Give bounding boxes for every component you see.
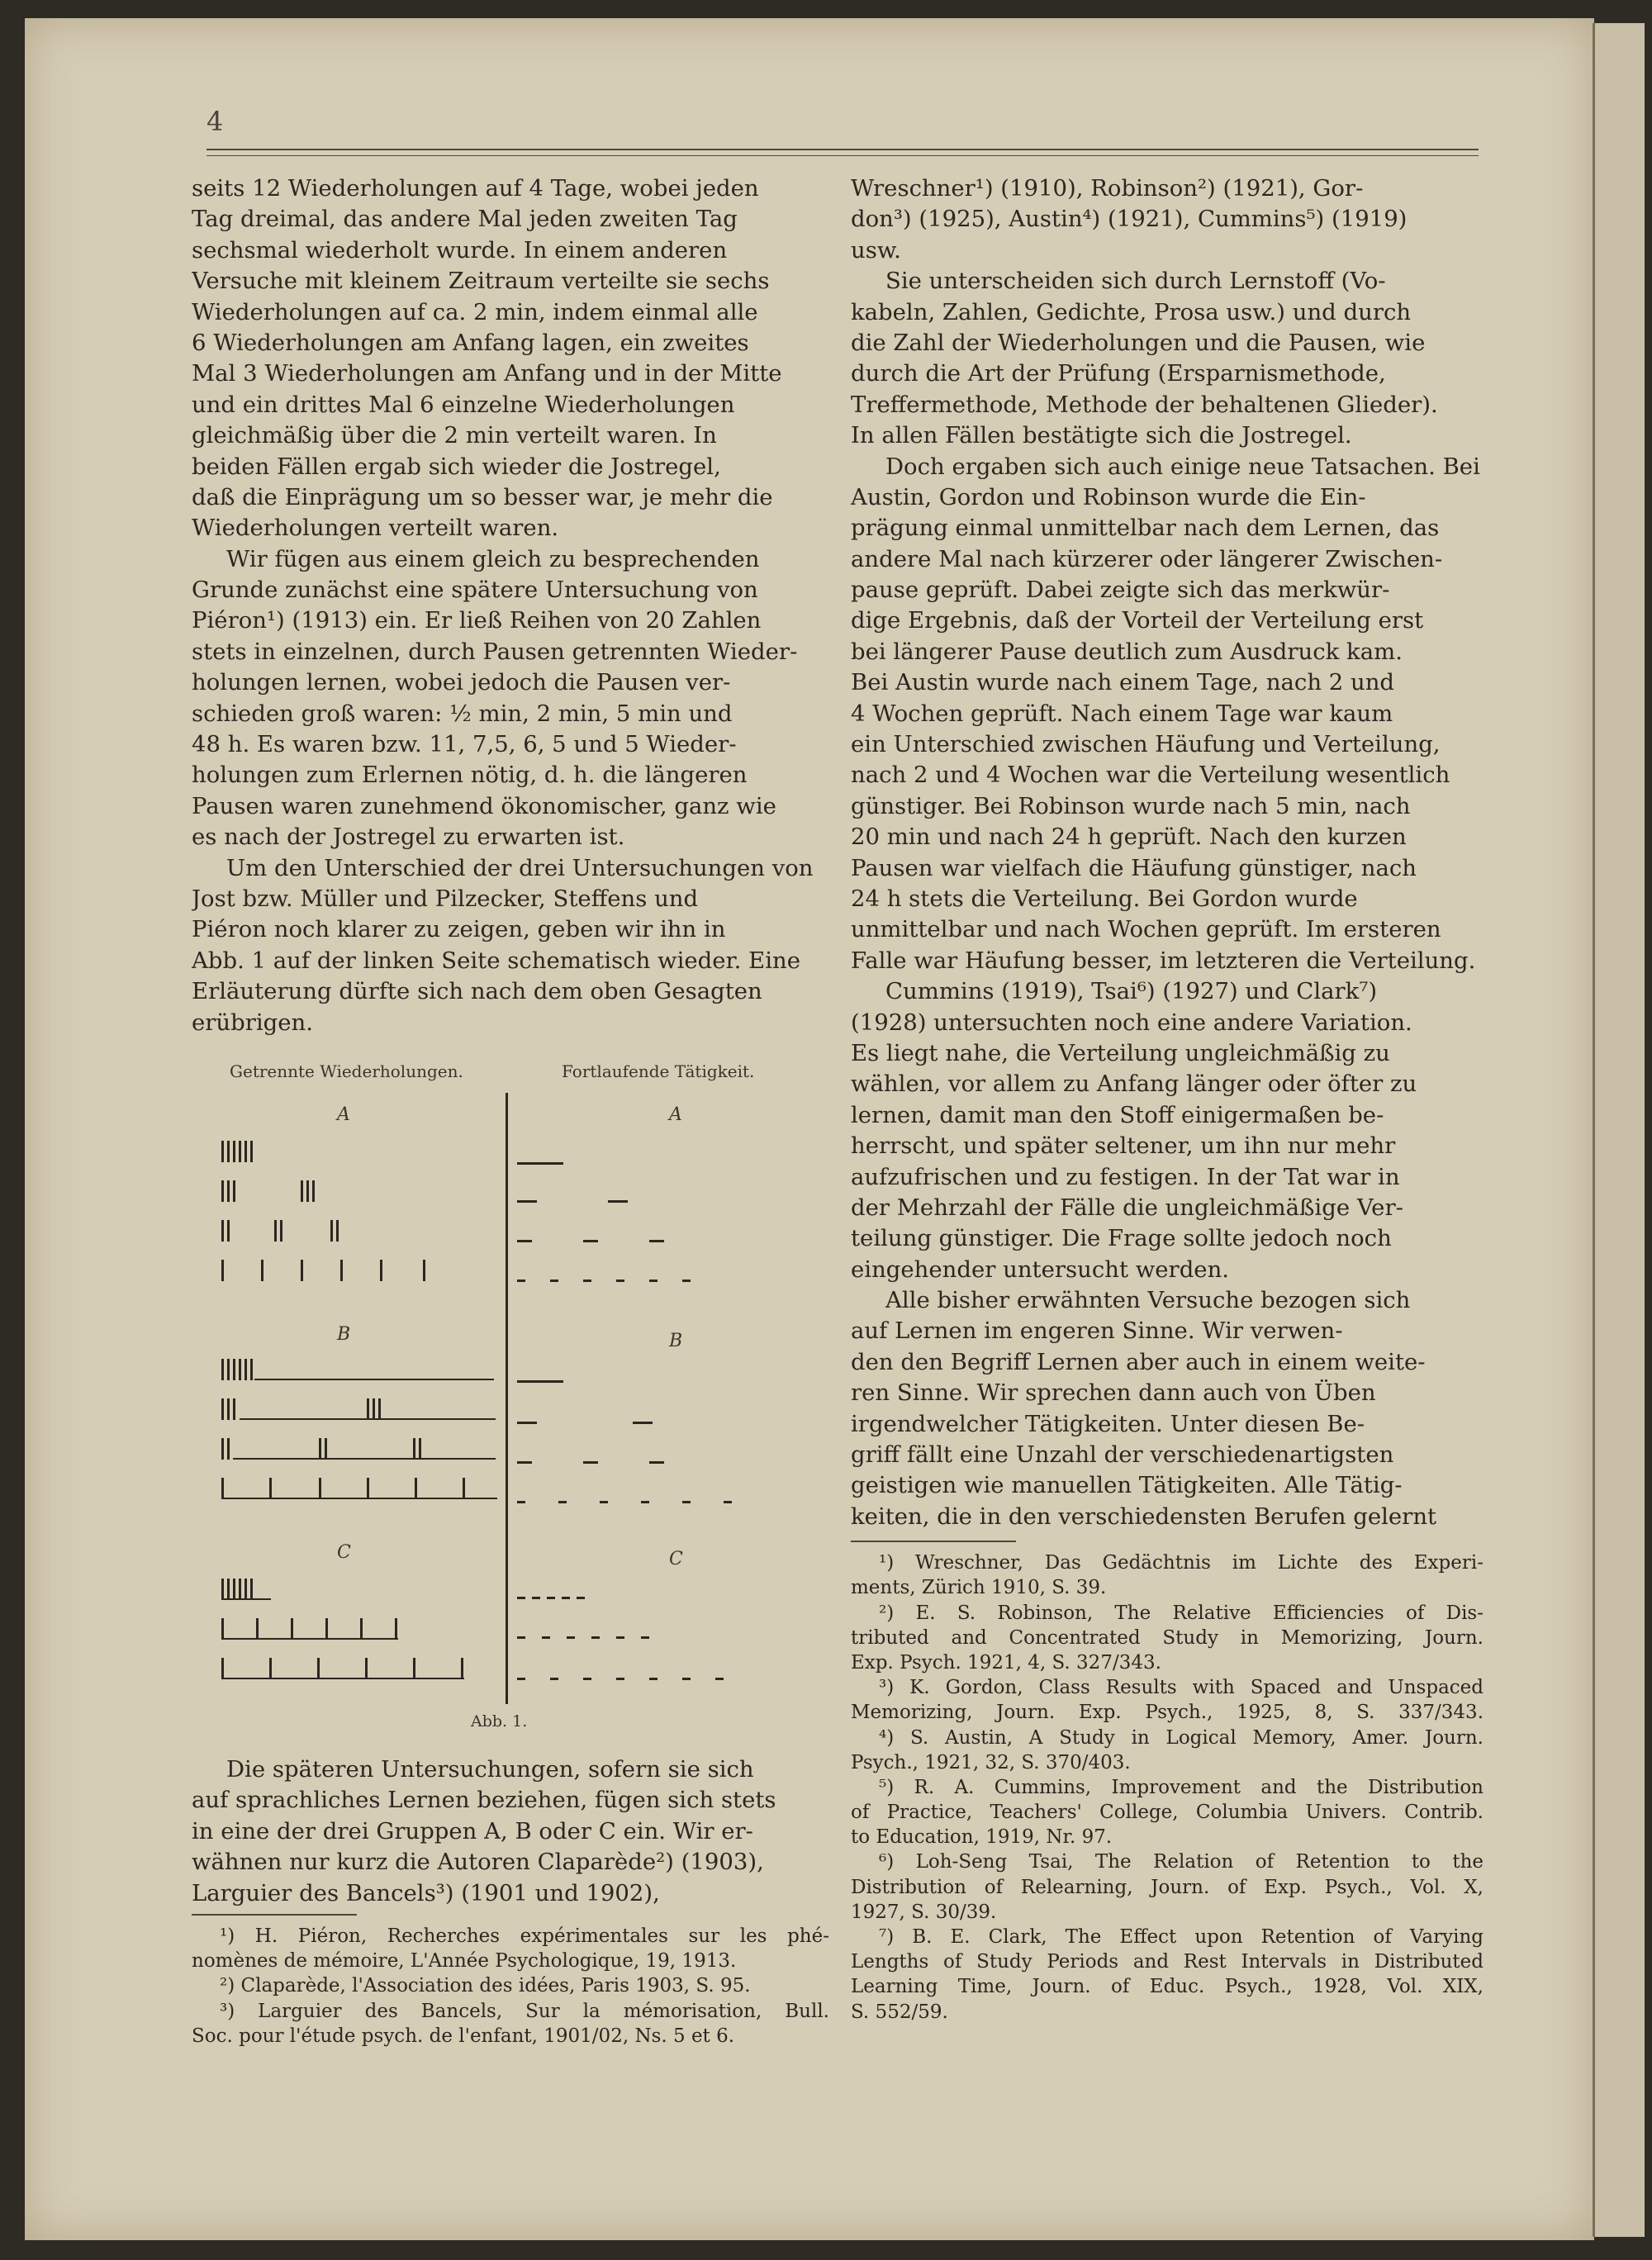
repetition-stroke	[319, 1478, 321, 1499]
group-c-right-label: C	[669, 1549, 683, 1569]
text-line: wählen, vor allem zu Anfang länger oder öfter zu	[851, 1071, 1417, 1098]
text-line: Larguier des Bancels³) (1901 und 1902),	[192, 1879, 660, 1906]
activity-dash	[616, 1280, 624, 1282]
repetition-stroke	[367, 1398, 369, 1420]
activity-dash	[517, 1380, 563, 1383]
activity-dash	[517, 1636, 525, 1639]
repetition-stroke	[378, 1398, 381, 1420]
text-line: dige Ergebnis, daß der Vorteil der Verteilung erst	[851, 607, 1424, 634]
footnote-line: S. 552/59.	[851, 2001, 948, 2023]
footnote-line: Distribution of Relearning, Journ. of Exp. Psych., Vol. X,	[851, 1876, 1483, 1898]
footnote-line: ³) K. Gordon, Class Results with Spaced and Unspaced	[879, 1677, 1483, 1699]
activity-dash	[682, 1678, 691, 1680]
text-line: auf sprachliches Lernen beziehen, fügen sich stets	[192, 1787, 776, 1814]
activity-dash	[616, 1636, 624, 1639]
activity-dash	[517, 1597, 525, 1599]
repetition-stroke	[221, 1579, 224, 1600]
repetition-stroke	[250, 1359, 253, 1380]
text-line: Abb. 1 auf der linken Seite schematisch wieder. Eine	[192, 947, 800, 974]
repetition-stroke	[280, 1220, 282, 1242]
text-line: 20 min und nach 24 h geprüft. Nach den kurzen	[851, 824, 1407, 851]
activity-dash	[591, 1636, 600, 1639]
footnote-line: ²) E. S. Robinson, The Relative Efficiencies of Dis-	[879, 1602, 1483, 1624]
repetition-stroke	[244, 1579, 247, 1600]
text-line: Jost bzw. Müller und Pilzecker, Steffens und	[192, 885, 699, 912]
text-line: seits 12 Wiederholungen auf 4 Tage, wobei jeden	[192, 175, 759, 202]
text-line: Wir fügen aus einem gleich zu besprechenden	[226, 545, 760, 572]
activity-dash	[649, 1240, 664, 1242]
footnote-line: ³) Larguier des Bancels, Sur la mémorisation, Bull.	[220, 2000, 829, 2022]
repetition-stroke	[227, 1220, 230, 1242]
activity-dash	[567, 1636, 575, 1639]
text-line: Pausen waren zunehmend ökonomischer, ganz wie	[192, 792, 776, 819]
repetition-stroke	[269, 1658, 272, 1679]
repetition-stroke	[221, 1398, 224, 1420]
text-line: griff fällt eine Unzahl der verschiedenartigsten	[851, 1441, 1394, 1469]
text-line: Austin, Gordon und Robinson wurde die Ein-	[851, 483, 1366, 510]
footnote-line: Soc. pour l'étude psych. de l'enfant, 1901/02, Ns. 5 et 6.	[192, 2025, 735, 2047]
header-rule	[206, 149, 1479, 150]
activity-dash	[715, 1678, 724, 1680]
text-line: prägung einmal unmittelbar nach dem Lernen, das	[851, 515, 1440, 542]
activity-dash	[682, 1280, 691, 1282]
text-line: gleichmäßig über die 2 min verteilt waren. In	[192, 422, 717, 449]
repetition-stroke	[373, 1398, 375, 1420]
activity-dash	[649, 1461, 664, 1464]
repetition-stroke	[221, 1260, 224, 1281]
repetition-stroke	[261, 1260, 263, 1281]
text-line: Tag dreimal, das andere Mal jeden zweiten Tag	[192, 206, 738, 233]
activity-dash	[542, 1636, 550, 1639]
pause-line	[221, 1678, 464, 1679]
repetition-stroke	[336, 1220, 339, 1242]
repetition-stroke	[221, 1180, 224, 1202]
repetition-stroke	[244, 1359, 247, 1380]
repetition-stroke	[463, 1478, 465, 1499]
footnote-line: of Practice, Teachers' College, Columbia Univers. Contrib.	[851, 1802, 1483, 1824]
activity-dash	[577, 1597, 585, 1599]
repetition-stroke	[239, 1359, 241, 1380]
repetition-stroke	[233, 1359, 235, 1380]
text-line: ein Unterschied zwischen Häufung und Verteilung,	[851, 731, 1441, 758]
text-line: Cummins (1919), Tsai⁶) (1927) und Clark⁷)	[885, 978, 1378, 1005]
text-line: erübrigen.	[192, 1009, 314, 1036]
footnote-line: ¹) H. Piéron, Recherches expérimentales sur les phé-	[220, 1925, 829, 1947]
text-line: aufzufrischen und zu festigen. In der Tat war in	[851, 1163, 1400, 1190]
repetition-stroke	[413, 1438, 415, 1460]
activity-dash	[633, 1422, 653, 1424]
text-line: Wiederholungen auf ca. 2 min, indem einmal alle	[192, 298, 758, 325]
footnote-line: Exp. Psych. 1921, 4, S. 327/343.	[851, 1651, 1161, 1674]
text-line: bei längerer Pause deutlich zum Ausdruck kam.	[851, 638, 1403, 665]
repetition-stroke	[227, 1359, 230, 1380]
text-line: ren Sinne. Wir sprechen dann auch von Üben	[851, 1379, 1376, 1407]
footnote-line: ⁷) B. E. Clark, The Effect upon Retention of Varying	[879, 1926, 1483, 1948]
group-b-left-label: B	[337, 1324, 351, 1345]
text-line: Sie unterscheiden sich durch Lernstoff (Vo-	[885, 268, 1386, 295]
activity-dash	[517, 1200, 537, 1203]
footnote-line: Lengths of Study Periods and Rest Intervals in Distributed	[851, 1951, 1483, 1973]
text-line: irgendwelcher Tätigkeiten. Unter diesen Be-	[851, 1410, 1365, 1437]
group-a-left-label: A	[337, 1104, 350, 1125]
repetition-stroke	[227, 1438, 230, 1460]
text-line: sechsmal wiederholt wurde. In einem anderen	[192, 236, 728, 264]
footnote-line: ¹) Wreschner, Das Gedächtnis im Lichte des Experi-	[879, 1552, 1483, 1574]
activity-dash	[517, 1422, 537, 1424]
repetition-stroke	[306, 1180, 309, 1202]
left-column-continued	[192, 1754, 829, 2049]
text-line: unmittelbar und nach Wochen geprüft. Im ersteren	[851, 916, 1441, 943]
pause-line	[221, 1638, 398, 1640]
text-line: holungen zum Erlernen nötig, d. h. die längeren	[192, 762, 748, 789]
repetition-stroke	[269, 1478, 272, 1499]
repetition-stroke	[239, 1141, 241, 1162]
activity-dash	[641, 1501, 649, 1503]
text-line: Piéron noch klarer zu zeigen, geben wir ihn in	[192, 916, 726, 943]
text-line: lernen, damit man den Stoff einigermaßen be-	[851, 1101, 1384, 1128]
repetition-stroke	[227, 1180, 230, 1202]
text-line: auf Lernen im engeren Sinne. Wir verwen-	[851, 1318, 1343, 1345]
pause-line	[221, 1598, 271, 1600]
activity-dash	[583, 1240, 598, 1242]
text-line: herrscht, und später seltener, um ihn nur mehr	[851, 1132, 1396, 1160]
text-line: Piéron¹) (1913) ein. Er ließ Reihen von 20 Zahlen	[192, 607, 762, 634]
text-line: In allen Fällen bestätigte sich die Jostregel.	[851, 422, 1352, 449]
text-line: 48 h. Es waren bzw. 11, 7,5, 6, 5 und 5 Wieder-	[192, 731, 737, 758]
text-line: Pausen war vielfach die Häufung günstiger, nach	[851, 854, 1417, 881]
repetition-stroke	[227, 1398, 230, 1420]
activity-dash	[550, 1678, 558, 1680]
repetition-stroke	[233, 1180, 235, 1202]
pause-line	[233, 1458, 496, 1460]
activity-dash	[583, 1461, 598, 1464]
text-line: andere Mal nach kürzerer oder längerer Zwischen-	[851, 545, 1443, 572]
activity-dash	[641, 1636, 649, 1639]
activity-dash	[517, 1240, 532, 1242]
text-line: die Zahl der Wiederholungen und die Pausen, wie	[851, 329, 1426, 356]
pause-line	[254, 1379, 494, 1380]
text-line: Wreschner¹) (1910), Robinson²) (1921), Gor-	[851, 175, 1364, 202]
repetition-stroke	[330, 1220, 333, 1242]
activity-dash	[517, 1678, 525, 1680]
repetition-stroke	[317, 1658, 320, 1679]
repetition-stroke	[325, 1618, 328, 1640]
text-line: don³) (1925), Austin⁴) (1921), Cummins⁵) (1919)	[851, 206, 1408, 233]
repetition-stroke	[250, 1141, 253, 1162]
text-line: Wiederholungen verteilt waren.	[192, 515, 559, 542]
text-line: Versuche mit kleinem Zeitraum verteilte sie sechs	[192, 268, 770, 295]
footnote-line: ⁶) Loh-Seng Tsai, The Relation of Retention to the	[879, 1851, 1483, 1873]
repetition-stroke	[221, 1478, 224, 1499]
activity-dash	[724, 1501, 732, 1503]
text-line: (1928) untersuchten noch eine andere Variation.	[851, 1009, 1412, 1036]
repetition-stroke	[221, 1438, 224, 1460]
text-line: daß die Einprägung um so besser war, je mehr die	[192, 483, 773, 510]
activity-dash	[517, 1461, 532, 1464]
repetition-stroke	[319, 1438, 321, 1460]
pause-line	[221, 1498, 497, 1499]
text-line: es nach der Jostregel zu erwarten ist.	[192, 824, 625, 851]
text-line: holungen lernen, wobei jedoch die Pausen ver-	[192, 669, 731, 696]
activity-dash	[583, 1678, 591, 1680]
repetition-stroke	[233, 1141, 235, 1162]
footnote-rule-right	[851, 1541, 1016, 1542]
repetition-stroke	[256, 1618, 259, 1640]
text-line: 4 Wochen geprüft. Nach einem Tage war kaum	[851, 700, 1393, 727]
activity-dash	[517, 1280, 525, 1282]
text-line: Grunde zunächst eine spätere Untersuchung von	[192, 577, 758, 604]
text-line: geistigen wie manuellen Tätigkeiten. Alle Tätig-	[851, 1472, 1403, 1499]
repetition-stroke	[415, 1478, 417, 1499]
footnote-line: ⁴) S. Austin, A Study in Logical Memory, Amer. Journ.	[879, 1726, 1483, 1749]
left-column	[192, 173, 829, 1038]
repetition-stroke	[461, 1658, 463, 1679]
repetition-stroke	[221, 1220, 224, 1242]
activity-dash	[616, 1678, 624, 1680]
text-line: Treffermethode, Methode der behaltenen Glieder).	[851, 391, 1438, 418]
repetition-stroke	[244, 1141, 247, 1162]
text-line: Alle bisher erwähnten Versuche bezogen sich	[885, 1287, 1411, 1314]
figure-abb-1	[192, 1053, 829, 1747]
activity-dash	[532, 1597, 540, 1599]
repetition-stroke	[301, 1180, 303, 1202]
text-line: pause geprüft. Dabei zeigte sich das merkwür-	[851, 577, 1390, 604]
repetition-stroke	[227, 1141, 230, 1162]
text-line: keiten, die in den verschiedensten Berufen gelernt	[851, 1503, 1437, 1530]
text-line: Doch ergaben sich auch einige neue Tatsachen. Bei	[885, 453, 1480, 480]
text-line: Falle war Häufung besser, im letzteren die Verteilung.	[851, 947, 1476, 974]
text-line: schieden groß waren: ½ min, 2 min, 5 min und	[192, 700, 733, 727]
next-page-edge	[1593, 23, 1645, 2237]
activity-dash	[547, 1597, 555, 1599]
repetition-stroke	[367, 1478, 369, 1499]
header-rule-thin	[206, 155, 1479, 156]
repetition-stroke	[380, 1260, 382, 1281]
repetition-stroke	[413, 1658, 415, 1679]
footnote-line: Memorizing, Journ. Exp. Psych., 1925, 8, S. 337/343.	[851, 1702, 1483, 1724]
footnote-line: Learning Time, Journ. of Educ. Psych., 1928, Vol. XIX,	[851, 1976, 1483, 1998]
text-line: usw.	[851, 236, 901, 264]
activity-dash	[550, 1280, 558, 1282]
text-line: Um den Unterschied der drei Untersuchungen von	[226, 854, 814, 881]
group-b-right-label: B	[669, 1331, 683, 1351]
activity-dash	[649, 1280, 657, 1282]
text-line: kabeln, Zahlen, Gedichte, Prosa usw.) und durch	[851, 298, 1412, 325]
figure-header-right: Fortlaufende Tätigkeit.	[562, 1061, 755, 1081]
repetition-stroke	[221, 1359, 224, 1380]
group-a-right-label: A	[669, 1104, 682, 1125]
figure-caption: Abb. 1.	[471, 1712, 528, 1731]
page-number: 4	[206, 106, 224, 137]
activity-dash	[558, 1501, 567, 1503]
repetition-stroke	[250, 1579, 253, 1600]
repetition-stroke	[274, 1220, 277, 1242]
repetition-stroke	[221, 1658, 224, 1679]
footnote-rule-left	[192, 1914, 357, 1916]
text-line: Erläuterung dürfte sich nach dem oben Gesagten	[192, 978, 762, 1005]
footnote-line: nomènes de mémoire, L'Année Psychologique, 19, 1913.	[192, 1950, 737, 1973]
text-line: Die späteren Untersuchungen, sofern sie sich	[226, 1756, 754, 1783]
repetition-stroke	[360, 1618, 363, 1640]
repetition-stroke	[312, 1180, 315, 1202]
repetition-stroke	[221, 1141, 224, 1162]
text-line: günstiger. Bei Robinson wurde nach 5 min, nach	[851, 792, 1411, 819]
footnote-line: to Education, 1919, Nr. 97.	[851, 1826, 1113, 1849]
text-line: Bei Austin wurde nach einem Tage, nach 2 und	[851, 669, 1395, 696]
footnote-line: 1927, S. 30/39.	[851, 1901, 997, 1923]
text-line: 6 Wiederholungen am Anfang lagen, ein zweites	[192, 329, 749, 356]
repetition-stroke	[325, 1438, 327, 1460]
activity-dash	[583, 1280, 591, 1282]
repetition-stroke	[221, 1618, 224, 1640]
text-line: 24 h stets die Verteilung. Bei Gordon wurde	[851, 885, 1358, 912]
figure-divider	[506, 1093, 508, 1704]
text-line: Es liegt nahe, die Verteilung ungleichmäßig zu	[851, 1039, 1390, 1066]
text-line: den den Begriff Lernen aber auch in einem weite-	[851, 1348, 1426, 1375]
footnote-line: ⁵) R. A. Cummins, Improvement and the Distribution	[879, 1776, 1483, 1798]
text-line: eingehender untersucht werden.	[851, 1256, 1230, 1283]
repetition-stroke	[227, 1579, 230, 1600]
activity-dash	[517, 1501, 525, 1503]
activity-dash	[517, 1162, 563, 1165]
footnote-line: Psych., 1921, 32, S. 370/403.	[851, 1751, 1131, 1773]
text-line: wähnen nur kurz die Autoren Claparède²) (1903),	[192, 1849, 764, 1876]
text-line: durch die Art der Prüfung (Ersparnismethode,	[851, 360, 1386, 387]
activity-dash	[649, 1678, 657, 1680]
repetition-stroke	[233, 1398, 235, 1420]
repetition-stroke	[301, 1260, 303, 1281]
text-line: und ein drittes Mal 6 einzelne Wiederholungen	[192, 391, 735, 418]
repetition-stroke	[419, 1438, 421, 1460]
repetition-stroke	[423, 1260, 425, 1281]
right-column	[851, 173, 1483, 2025]
repetition-stroke	[239, 1579, 241, 1600]
text-line: stets in einzelnen, durch Pausen getrennten Wieder-	[192, 638, 798, 665]
footnote-line: ments, Zürich 1910, S. 39.	[851, 1577, 1107, 1599]
text-line: beiden Fällen ergab sich wieder die Jostregel,	[192, 453, 721, 480]
activity-dash	[562, 1597, 570, 1599]
text-line: teilung günstiger. Die Frage sollte jedoch noch	[851, 1225, 1392, 1252]
footnote-line: ²) Claparède, l'Association des idées, Paris 1903, S. 95.	[220, 1975, 751, 1997]
repetition-stroke	[291, 1618, 293, 1640]
activity-dash	[600, 1501, 608, 1503]
group-c-left-label: C	[337, 1542, 351, 1563]
activity-dash	[682, 1501, 691, 1503]
figure-header-left: Getrennte Wiederholungen.	[230, 1061, 463, 1081]
repetition-stroke	[233, 1579, 235, 1600]
repetition-stroke	[340, 1260, 343, 1281]
text-line: der Mehrzahl der Fälle die ungleichmäßige Ver-	[851, 1194, 1403, 1221]
repetition-stroke	[365, 1658, 368, 1679]
text-line: in eine der drei Gruppen A, B oder C ein. Wir er-	[192, 1817, 753, 1845]
activity-dash	[608, 1200, 628, 1203]
text-line: Mal 3 Wiederholungen am Anfang und in der Mitte	[192, 360, 782, 387]
footnote-line: tributed and Concentrated Study in Memorizing, Journ.	[851, 1626, 1483, 1649]
text-line: nach 2 und 4 Wochen war die Verteilung wesentlich	[851, 762, 1450, 789]
repetition-stroke	[395, 1618, 397, 1640]
